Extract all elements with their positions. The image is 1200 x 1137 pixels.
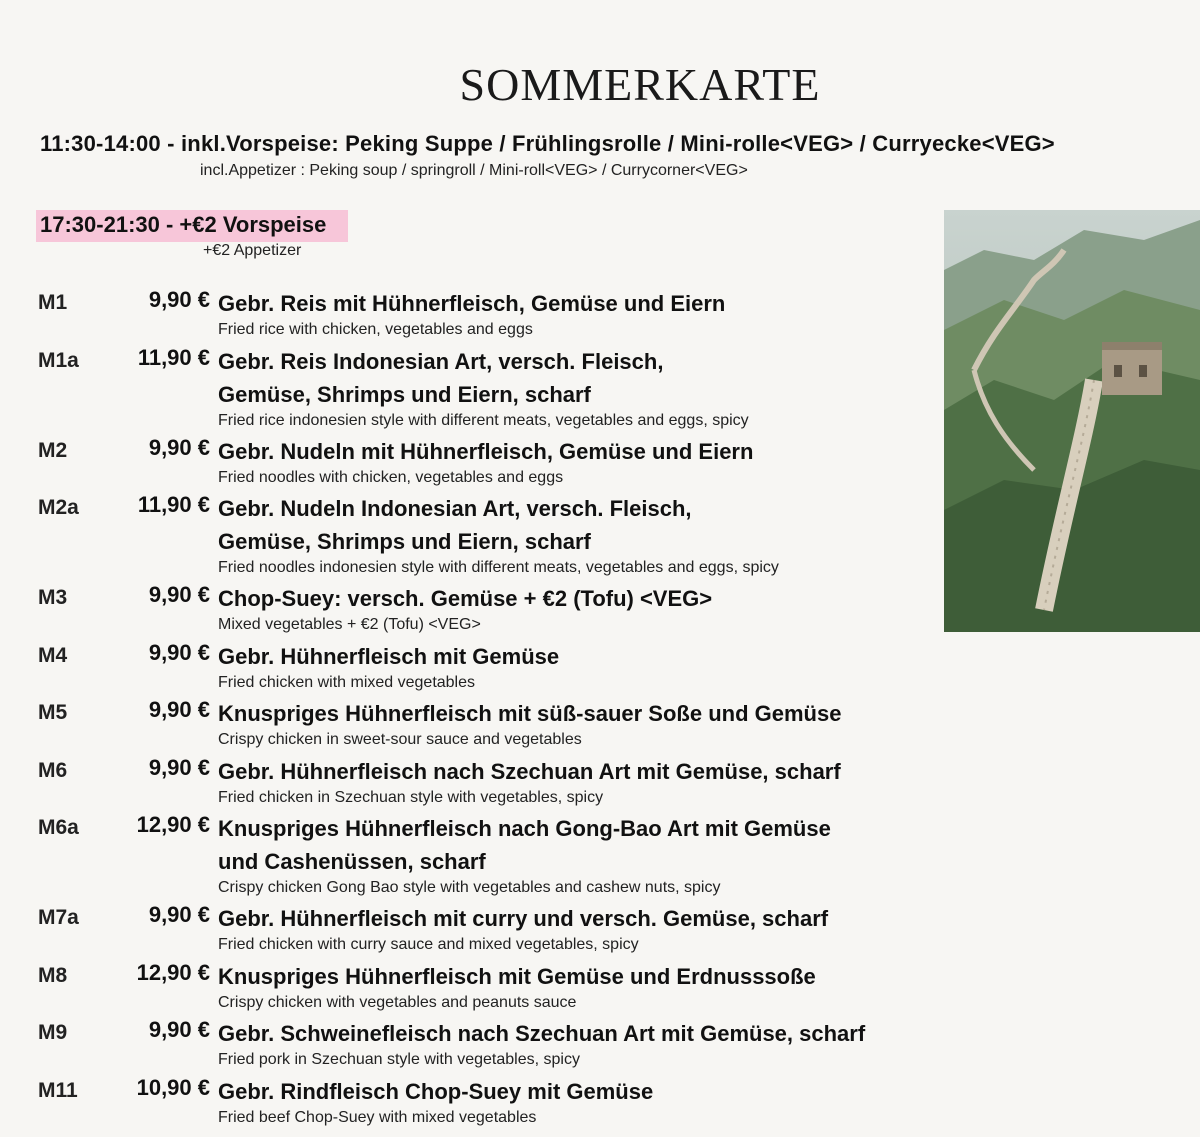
menu-item-price: 11,90 € bbox=[137, 344, 210, 370]
lunch-hours-line: 11:30-14:00 - inkl.Vorspeise: Peking Suppe / Frühlingsrolle / Mini-rolle<VEG> / Curryecke<VEG> bbox=[40, 131, 1055, 156]
menu-item-english: Fried noodles indonesien style with different meats, vegetables and eggs, spicy bbox=[218, 559, 779, 576]
menu-item-code: M3 bbox=[38, 586, 68, 609]
menu-item-name-line: und Cashenüssen, scharf bbox=[218, 849, 486, 874]
menu-item-price: 9,90 € bbox=[148, 287, 210, 312]
menu-item-english: Fried rice indonesien style with different meats, vegetables and eggs, spicy bbox=[218, 411, 749, 429]
menu-item-name-line: Knuspriges Hühnerfleisch nach Gong-Bao Art mit Gemüse bbox=[218, 816, 831, 841]
menu-item-english: Fried chicken with curry sauce and mixed vegetables, spicy bbox=[218, 936, 639, 953]
menu-item-english: Fried pork in Szechuan style with vegetables, spicy bbox=[218, 1051, 580, 1068]
menu-item-name-line: Gebr. Nudeln Indonesian Art, versch. Fleisch, bbox=[218, 496, 692, 521]
evening-hours-line: 17:30-21:30 - +€2 Vorspeise bbox=[36, 210, 348, 242]
menu-item-name bbox=[218, 812, 831, 878]
menu-item-name bbox=[218, 902, 828, 935]
menu-item-english: Crispy chicken in sweet-sour sauce and vegetables bbox=[218, 731, 582, 748]
menu-item-name-line: Chop-Suey: versch. Gemüse + €2 (Tofu) <VEG> bbox=[218, 586, 713, 611]
menu-item-english: Fried chicken with mixed vegetables bbox=[218, 673, 476, 691]
menu-item-name-line: Gebr. Hühnerfleisch nach Szechuan Art mit Gemüse, scharf bbox=[218, 758, 841, 784]
menu-item-name bbox=[218, 960, 816, 993]
menu-item-price: 9,90 € bbox=[148, 697, 210, 722]
menu-item-name bbox=[218, 345, 663, 411]
menu-item-name bbox=[218, 1075, 653, 1108]
menu-item-code: M6a bbox=[38, 816, 79, 839]
menu-item-price: 12,90 € bbox=[136, 812, 210, 837]
menu-item-code: M5 bbox=[38, 701, 68, 724]
menu-item-name bbox=[218, 755, 841, 788]
menu-item-name-line: Knuspriges Hühnerfleisch mit Gemüse und Erdnusssoße bbox=[218, 963, 816, 989]
menu-item-name bbox=[218, 640, 559, 673]
menu-item-code: M8 bbox=[38, 963, 68, 987]
menu-item-name-line: Gemüse, Shrimps und Eiern, scharf bbox=[218, 529, 591, 554]
menu-item-english: Fried noodles with chicken, vegetables and eggs bbox=[218, 468, 564, 486]
lunch-hours-english: incl.Appetizer : Peking soup / springroll / Mini-roll<VEG> / Currycorner<VEG> bbox=[200, 162, 748, 179]
menu-item-name-line: Gebr. Nudeln mit Hühnerfleisch, Gemüse und Eiern bbox=[218, 438, 754, 464]
menu-item-price: 10,90 € bbox=[136, 1074, 210, 1100]
menu-item-english: Fried chicken in Szechuan style with vegetables, spicy bbox=[218, 788, 604, 806]
menu-item-name-line: Gebr. Hühnerfleisch mit Gemüse bbox=[218, 643, 560, 669]
menu-item-name-line: Gebr. Reis mit Hühnerfleisch, Gemüse und Eiern bbox=[218, 291, 726, 316]
menu-item-code: M2a bbox=[38, 496, 79, 519]
menu-item-price: 9,90 € bbox=[148, 639, 210, 665]
menu-item-name bbox=[218, 582, 712, 615]
menu-item-english: Crispy chicken with vegetables and peanuts sauce bbox=[218, 993, 577, 1011]
menu-item-code: M2 bbox=[38, 438, 68, 462]
menu-item-name-line: Gemüse, Shrimps und Eiern, scharf bbox=[218, 381, 591, 407]
menu-item-name bbox=[218, 1017, 865, 1050]
page-title: SOMMERKARTE bbox=[459, 59, 821, 110]
menu-item-price: 9,90 € bbox=[148, 754, 210, 780]
menu-item-english: Mixed vegetables + €2 (Tofu) <VEG> bbox=[218, 616, 481, 633]
menu-item-code: M1a bbox=[38, 348, 79, 372]
menu-item-price: 9,90 € bbox=[148, 1017, 210, 1042]
menu-item-name-line: Gebr. Reis Indonesian Art, versch. Fleisch, bbox=[218, 348, 664, 374]
menu-item-price: 11,90 € bbox=[137, 492, 210, 517]
menu-item-code: M11 bbox=[38, 1078, 78, 1102]
menu-item-name bbox=[218, 492, 692, 558]
evening-hours-english: +€2 Appetizer bbox=[203, 242, 302, 259]
menu-item-name-line: Gebr. Hühnerfleisch mit curry und versch. Gemüse, scharf bbox=[218, 906, 829, 931]
great-wall-photo bbox=[944, 210, 1200, 632]
menu-item-english: Fried beef Chop-Suey with mixed vegetables bbox=[218, 1108, 537, 1126]
menu-item-code: M6 bbox=[38, 758, 68, 782]
menu-item-name-line: Gebr. Schweinefleisch nach Szechuan Art mit Gemüse, scharf bbox=[218, 1021, 866, 1046]
menu-item-english: Crispy chicken Gong Bao style with vegetables and cashew nuts, spicy bbox=[218, 879, 721, 896]
menu-item-price: 12,90 € bbox=[136, 959, 210, 985]
great-wall-illustration bbox=[944, 210, 1200, 632]
menu-item-code: M1 bbox=[38, 291, 68, 314]
menu-item-price: 9,90 € bbox=[148, 434, 210, 460]
menu-item-code: M7a bbox=[38, 906, 79, 929]
menu-item-code: M9 bbox=[38, 1021, 68, 1044]
menu-item-name-line: Gebr. Rindfleisch Chop-Suey mit Gemüse bbox=[218, 1078, 654, 1104]
menu-item-code: M4 bbox=[38, 643, 68, 667]
menu-item-name bbox=[218, 435, 753, 468]
menu-item-price: 9,90 € bbox=[148, 902, 210, 927]
menu-item-name-line: Knuspriges Hühnerfleisch mit süß-sauer Soße und Gemüse bbox=[218, 701, 842, 726]
menu-item-name bbox=[218, 697, 841, 730]
menu-item-name bbox=[218, 287, 725, 320]
menu-item-english: Fried rice with chicken, vegetables and eggs bbox=[218, 321, 533, 338]
menu-item-price: 9,90 € bbox=[148, 582, 210, 607]
